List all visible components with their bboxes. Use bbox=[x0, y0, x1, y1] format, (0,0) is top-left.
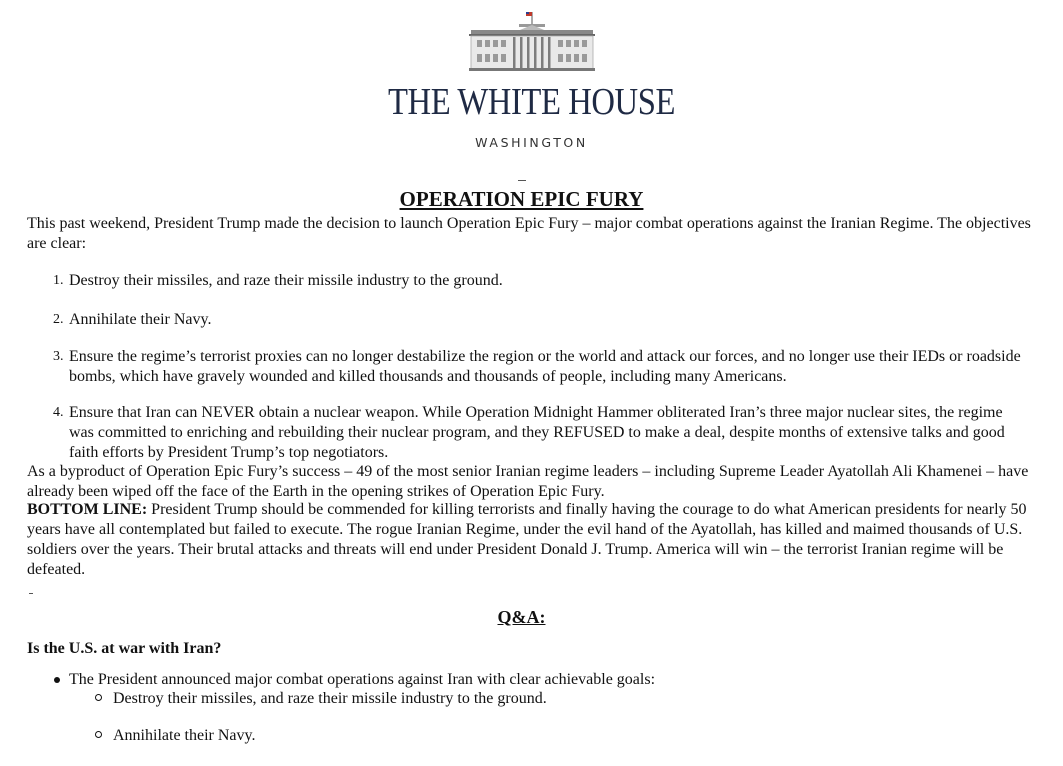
letterhead-city: WASHINGTON bbox=[475, 135, 588, 150]
qa-answer: The President announced major combat operations against Iran with clear achievable goals: bbox=[69, 671, 656, 688]
circle-bullet-icon bbox=[95, 731, 102, 738]
objective-item: Ensure that Iran can NEVER obtain a nuclear weapon. While Operation Midnight Hammer obliterated Iran’s three major nuclear sites, the regime was committed to enriching and rebuilding their nuclear program, and they REFUSED to make a deal, despite months of extensive talks and good faith efforts by President Trump’s top negotiators. bbox=[69, 404, 1005, 461]
objective-number: 1. bbox=[53, 273, 64, 288]
divider-mark bbox=[518, 180, 526, 181]
white-house-building-icon bbox=[467, 10, 597, 74]
qa-heading: Q&A: bbox=[497, 607, 546, 627]
circle-bullet-icon bbox=[95, 694, 102, 701]
qa-sub-item: Annihilate their Navy. bbox=[113, 727, 256, 744]
objective-item: Destroy their missiles, and raze their missile industry to the ground. bbox=[69, 272, 503, 289]
qa-question: Is the U.S. at war with Iran? bbox=[27, 640, 222, 657]
letterhead bbox=[0, 10, 1063, 74]
objective-number: 4. bbox=[53, 405, 64, 420]
objective-item: Annihilate their Navy. bbox=[69, 311, 212, 328]
letterhead-name: THE WHITE HOUSE bbox=[387, 81, 676, 123]
qa-sub-item: Destroy their missiles, and raze their missile industry to the ground. bbox=[113, 690, 547, 707]
bottom-line-paragraph bbox=[27, 500, 1037, 580]
document-title: OPERATION EPIC FURY bbox=[399, 187, 644, 211]
objective-item: Ensure the regime’s terrorist proxies can no longer destabilize the region or the world and attack our forces, and no longer use their IEDs or roadside bombs, which have gravely wounded and killed thousands and thousands of people, including many Americans. bbox=[69, 348, 1021, 385]
objective-number: 3. bbox=[53, 349, 64, 364]
bullet-icon bbox=[54, 677, 60, 683]
divider-mark bbox=[29, 593, 33, 594]
bottom-line-text: President Trump should be commended for killing terrorists and finally having the courage to do what American presidents for nearly 50 years have all contemplated but failed to execute. The rogue Iranian Regime, under the evil hand of the Ayatollah, has killed and maimed thousands of U.S. soldiers over the years. Their brutal attacks and threats will end under President Donald J. Trump. America will win – the terrorist Iranian regime will be defeated. bbox=[27, 501, 1027, 578]
bottom-line-label: BOTTOM LINE: bbox=[27, 501, 148, 518]
byproduct-paragraph: As a byproduct of Operation Epic Fury’s success – 49 of the most senior Iranian regime leaders – including Supreme Leader Ayatollah Ali Khamenei – have already been wiped off the face of the Earth in the opening strikes of Operation Epic Fury. bbox=[27, 463, 1029, 500]
objective-number: 2. bbox=[53, 312, 64, 327]
intro-paragraph: This past weekend, President Trump made the decision to launch Operation Epic Fury – major combat operations against the Iranian Regime. The objectives are clear: bbox=[27, 215, 1031, 252]
